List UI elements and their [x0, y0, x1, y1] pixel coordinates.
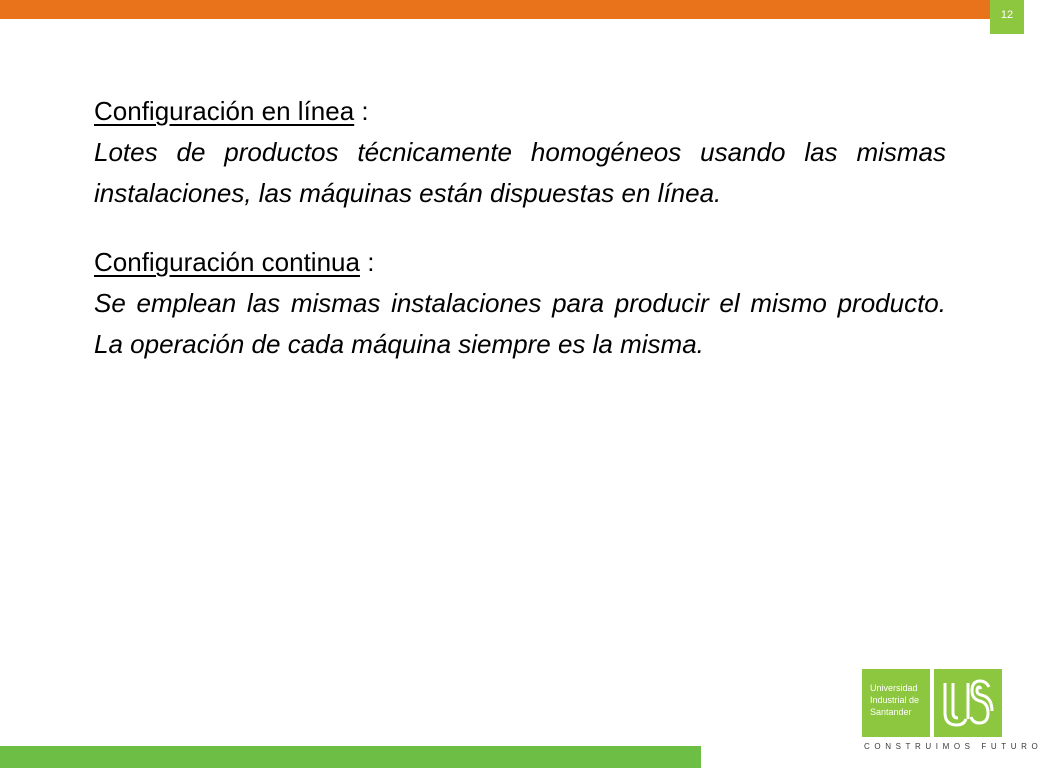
- section-line-configuration: [94, 90, 946, 214]
- logo-text-line: Industrial de: [870, 695, 920, 705]
- logo-text-line: Santander: [870, 707, 912, 717]
- section-heading-underlined: Configuración en línea: [94, 96, 355, 126]
- slide-content: [94, 90, 946, 365]
- top-accent-bar: [0, 0, 990, 19]
- section-heading-suffix: :: [359, 247, 375, 277]
- section-heading-underlined: Configuración continua: [94, 247, 360, 277]
- section-body: Lotes de productos técnicamente homogéneos usando las mismas instalaciones, las máquinas están dispuestas en línea.: [94, 137, 946, 208]
- section-body: Se emplean las mismas instalaciones para producir el mismo producto. La operación de cada máquina siempre es la misma.: [94, 288, 946, 359]
- logo-name-box: [862, 669, 930, 737]
- section-heading-suffix: :: [354, 96, 369, 126]
- university-logo: [862, 669, 1042, 759]
- uis-emblem-icon: [934, 669, 1002, 737]
- page-number: 12: [1000, 9, 1014, 21]
- bottom-accent-bar: [0, 746, 701, 768]
- section-heading: [94, 241, 946, 283]
- section-heading: [94, 90, 946, 132]
- logo-text-line: Universidad: [870, 683, 918, 693]
- page-number-badge: [990, 0, 1024, 34]
- section-continuous-configuration: [94, 241, 946, 365]
- logo-tagline: CONSTRUIMOS FUTURO: [864, 742, 1042, 751]
